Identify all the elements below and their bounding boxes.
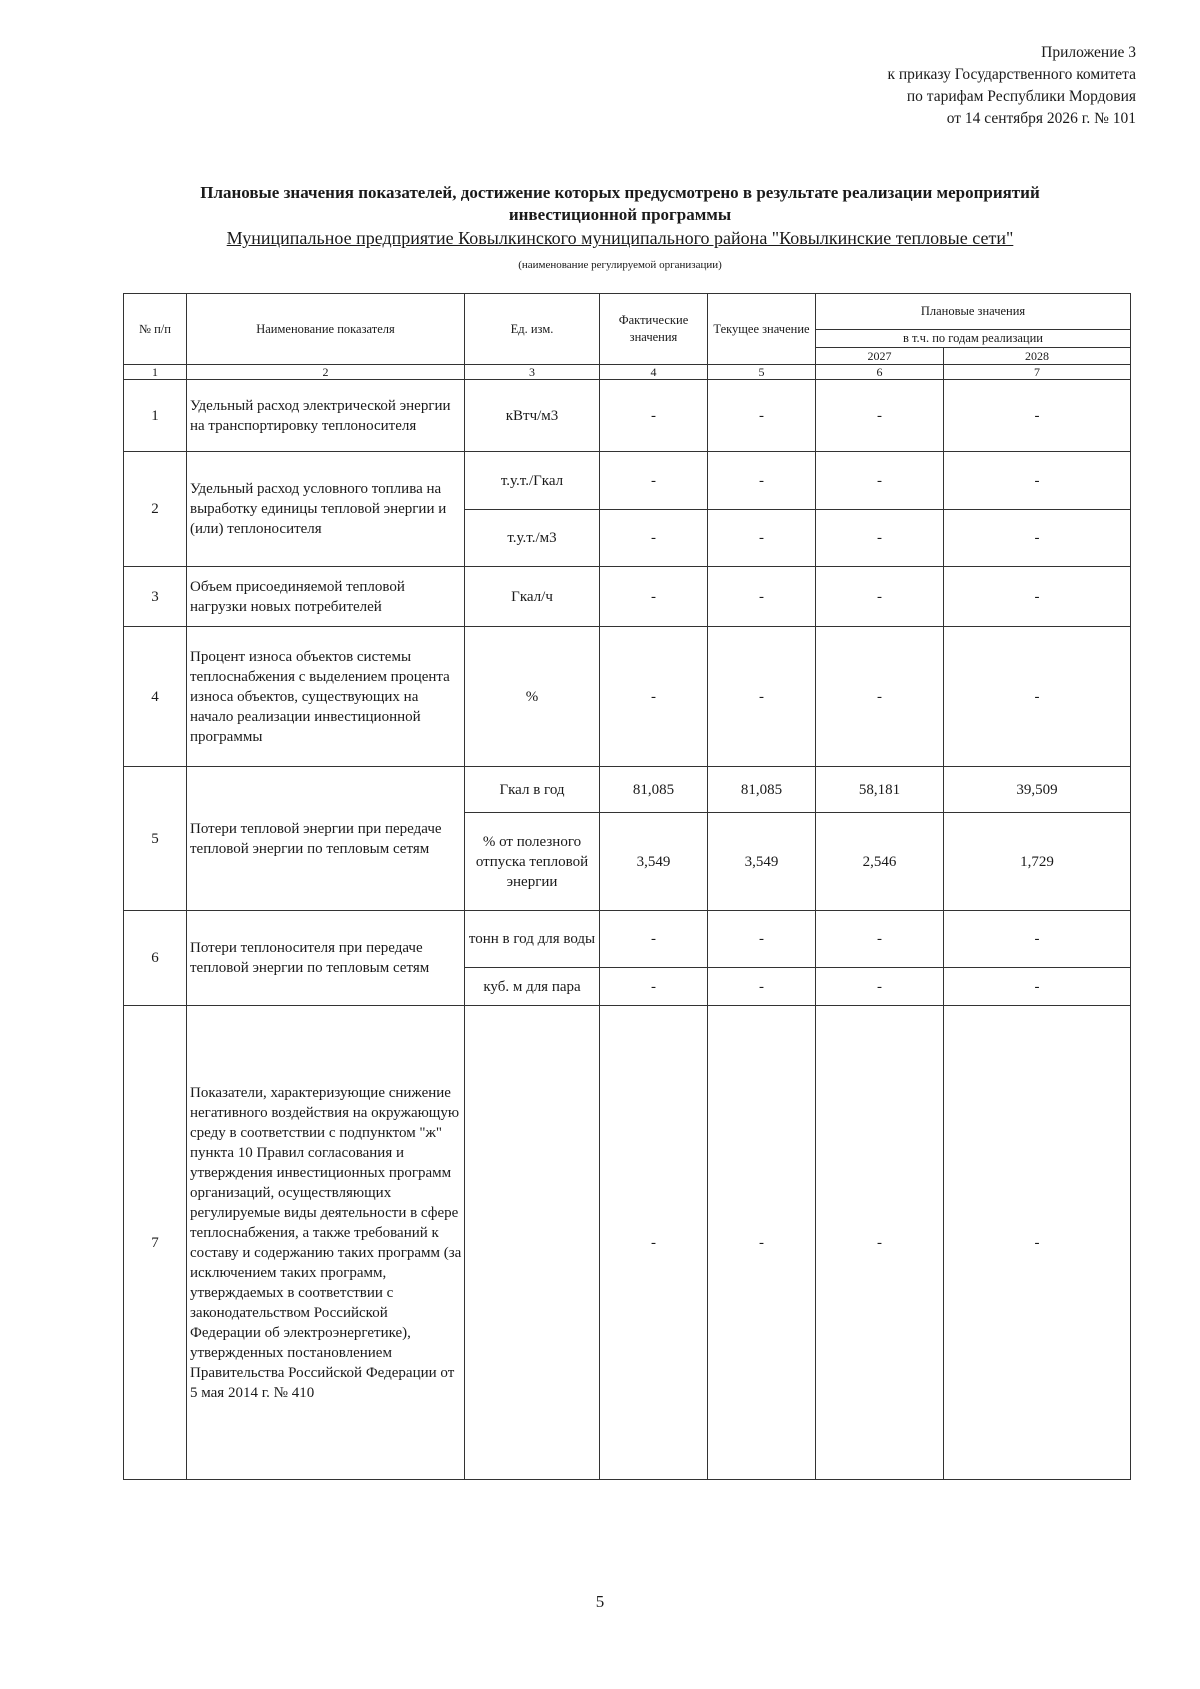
unit-cell: Гкал в год [465,767,600,813]
row-number: 4 [124,627,187,767]
plan-2028-value: - [944,627,1131,767]
indicator-name: Потери теплоносителя при передаче тепловой энергии по тепловым сетям [187,911,465,1006]
organization-name: Муниципальное предприятие Ковылкинского муниципального района "Ковылкинские тепловые сети" [226,228,1014,248]
current-value: 3,549 [708,813,816,911]
plan-2028-value: - [944,567,1131,627]
indicator-name: Объем присоединяемой тепловой нагрузки новых потребителей [187,567,465,627]
indicator-name: Показатели, характеризующие снижение негативного воздействия на окружающую среду в соответствии с подпунктом "ж" пункта 10 Правил согласования и утверждения инвестиционных программ организаций, осуществляющих регулируемые виды деятельности в сфере теплоснабжения, а также требований к составу и содержанию таких программ (за исключением таких программ, утверждаемых в соответствии с законодательством Российской Федерации об электроэнергетике), утвержденных постановлением Правительства Российской Федерации от 5 мая 2014 г. № 410 [187,1006,465,1480]
header-planned: Плановые значения [816,294,1131,330]
plan-2028-value: - [944,510,1131,567]
table-row [124,567,1131,627]
header-year-2028: 2028 [944,348,1131,365]
col-number: 6 [816,365,944,380]
plan-2027-value: - [816,567,944,627]
plan-2028-value: 39,509 [944,767,1131,813]
plan-2027-value: - [816,911,944,968]
actual-value: - [600,911,708,968]
organization-note: (наименование регулируемой организации) [518,259,722,271]
unit-cell: тонн в год для воды [465,911,600,968]
plan-2027-value: - [816,968,944,1006]
current-value: - [708,911,816,968]
header-unit: Ед. изм. [465,294,600,365]
table-row [124,380,1131,452]
actual-value: - [600,968,708,1006]
plan-2028-value: - [944,968,1131,1006]
document-title [120,182,1120,226]
header-name: Наименование показателя [187,294,465,365]
current-value: - [708,1006,816,1480]
table-row [124,452,1131,510]
plan-2027-value: - [816,452,944,510]
title-line-2: инвестиционной программы [508,205,732,224]
col-number: 2 [187,365,465,380]
plan-2028-value: 1,729 [944,813,1131,911]
actual-value: 3,549 [600,813,708,911]
unit-cell: т.у.т./Гкал [465,452,600,510]
actual-value: - [600,627,708,767]
current-value: - [708,567,816,627]
col-number: 4 [600,365,708,380]
plan-2028-value: - [944,452,1131,510]
unit-cell: кВтч/м3 [465,380,600,452]
actual-value: - [600,452,708,510]
table-body [124,294,1131,1480]
row-number: 3 [124,567,187,627]
plan-2028-value: - [944,1006,1131,1480]
col-number: 7 [944,365,1131,380]
table-row [124,1006,1131,1480]
col-number: 3 [465,365,600,380]
header-num: № п/п [124,294,187,365]
indicators-table [123,293,1131,1480]
plan-2027-value: - [816,1006,944,1480]
page-number: 5 [595,1592,605,1611]
plan-2027-value: - [816,380,944,452]
unit-cell: куб. м для пара [465,968,600,1006]
unit-cell [465,1006,600,1480]
appendix-line: от 14 сентября 2026 г. № 101 [946,110,1136,127]
row-number: 7 [124,1006,187,1480]
row-number: 1 [124,380,187,452]
row-number: 6 [124,911,187,1006]
table-row [124,911,1131,968]
current-value: 81,085 [708,767,816,813]
unit-cell: % от полезного отпуска тепловой энергии [465,813,600,911]
plan-2027-value: 2,546 [816,813,944,911]
row-number: 5 [124,767,187,911]
actual-value: - [600,510,708,567]
unit-cell: % [465,627,600,767]
current-value: - [708,452,816,510]
current-value: - [708,510,816,567]
indicator-name: Процент износа объектов системы теплоснабжения с выделением процента износа объектов, существующих на начало реализации инвестиционной программы [187,627,465,767]
plan-2027-value: - [816,627,944,767]
plan-2027-value: 58,181 [816,767,944,813]
appendix-block [887,42,1136,130]
indicator-name: Удельный расход условного топлива на выработку единицы тепловой энергии и (или) теплоносителя [187,452,465,567]
column-number-row [124,365,1131,380]
appendix-line: Приложение 3 [1041,44,1136,61]
unit-cell: Гкал/ч [465,567,600,627]
actual-value: - [600,380,708,452]
title-line-1: Плановые значения показателей, достижение которых предусмотрено в результате реализации мероприятий [200,183,1040,202]
appendix-line: к приказу Государственного комитета [887,66,1136,83]
table-row [124,767,1131,813]
plan-2028-value: - [944,380,1131,452]
plan-2027-value: - [816,510,944,567]
current-value: - [708,627,816,767]
header-by-years: в т.ч. по годам реализации [816,330,1131,348]
col-number: 1 [124,365,187,380]
indicator-name: Потери тепловой энергии при передаче тепловой энергии по тепловым сетям [187,767,465,911]
plan-2028-value: - [944,911,1131,968]
col-number: 5 [708,365,816,380]
indicator-name: Удельный расход электрической энергии на транспортировку теплоносителя [187,380,465,452]
actual-value: - [600,1006,708,1480]
current-value: - [708,380,816,452]
header-actual: Фактические значения [600,294,708,365]
table-row [124,627,1131,767]
row-number: 2 [124,452,187,567]
appendix-line: по тарифам Республики Мордовия [906,88,1136,105]
unit-cell: т.у.т./м3 [465,510,600,567]
header-year-2027: 2027 [816,348,944,365]
header-current: Текущее значение [708,294,816,365]
actual-value: - [600,567,708,627]
current-value: - [708,968,816,1006]
actual-value: 81,085 [600,767,708,813]
